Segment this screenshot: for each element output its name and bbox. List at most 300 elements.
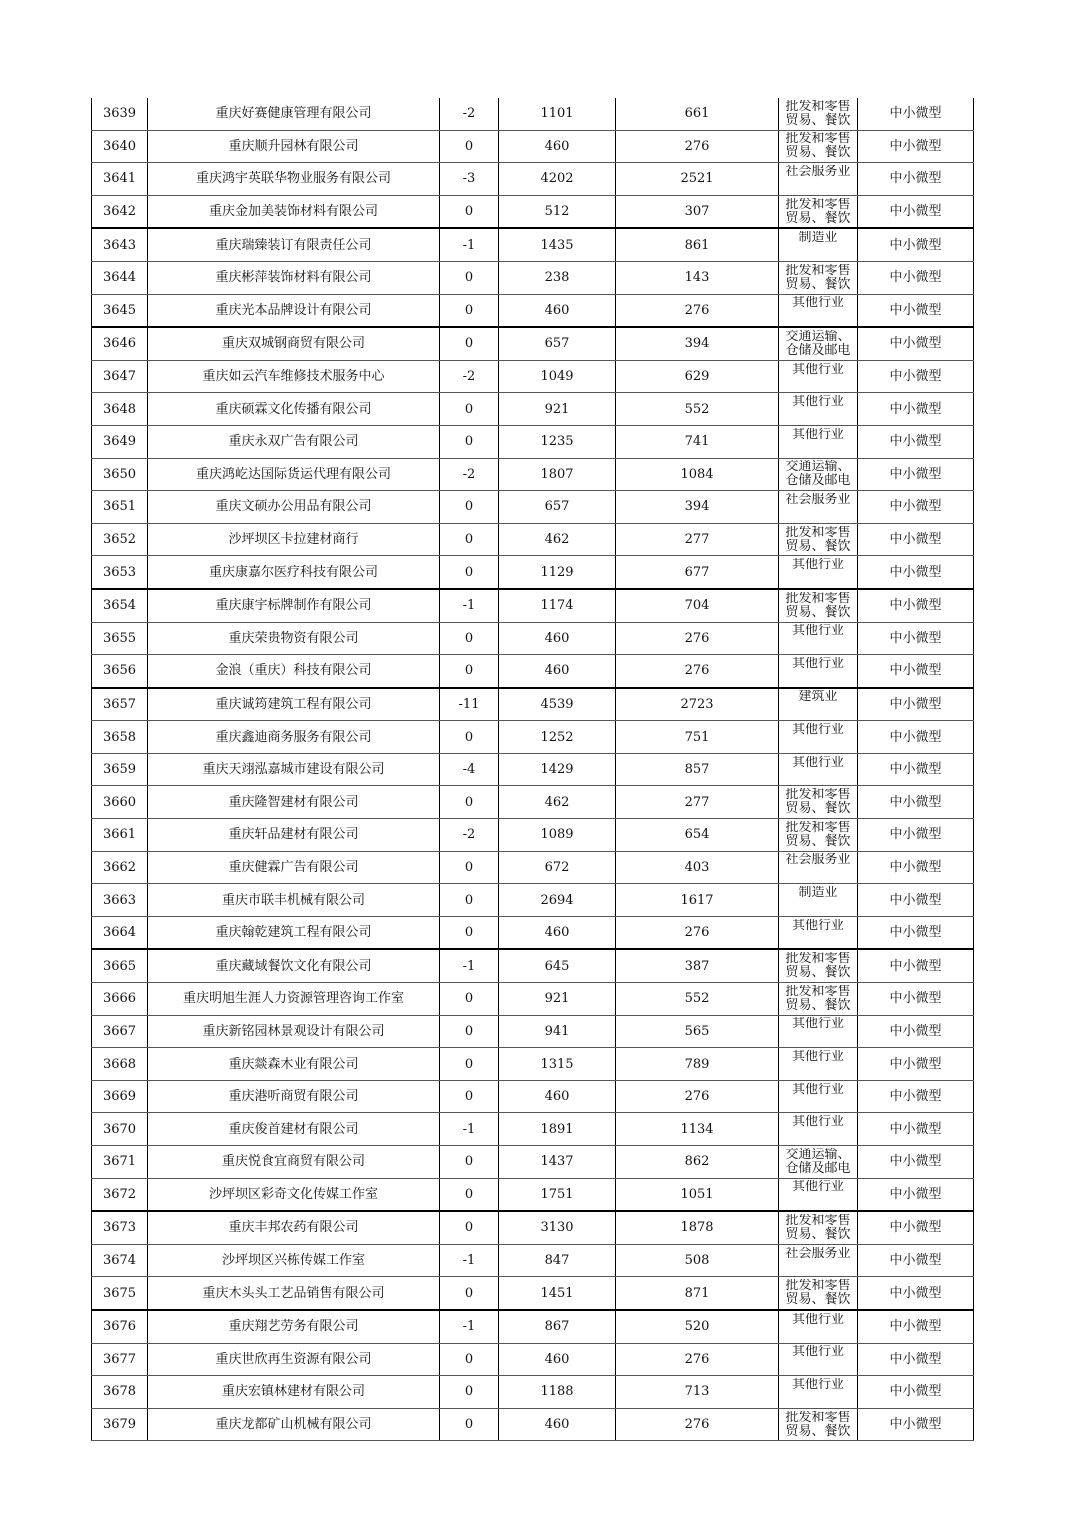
enterprise-size-cell: 中小微型 xyxy=(858,949,974,982)
industry-cell xyxy=(779,393,858,426)
company-name-cell: 重庆顺升园林有限公司 xyxy=(148,130,440,163)
enterprise-size-cell: 中小微型 xyxy=(858,425,974,458)
row-number-cell: 3667 xyxy=(92,1015,148,1048)
change-value-cell: 0 xyxy=(440,1178,499,1211)
industry-label: 批发和零售贸易、餐饮 xyxy=(785,525,851,554)
table-row xyxy=(92,1015,974,1048)
change-value-cell: 0 xyxy=(440,1211,499,1244)
row-number-cell: 3676 xyxy=(92,1310,148,1343)
enterprise-size-cell: 中小微型 xyxy=(858,1310,974,1343)
table-row xyxy=(92,589,974,622)
company-name-cell: 重庆宏镇林建材有限公司 xyxy=(148,1376,440,1409)
enterprise-size-cell: 中小微型 xyxy=(858,1178,974,1211)
row-number-cell: 3665 xyxy=(92,949,148,982)
value-b-cell: 238 xyxy=(499,261,616,294)
industry-cell xyxy=(779,458,858,491)
value-c-cell: 403 xyxy=(616,851,779,884)
value-c-cell: 741 xyxy=(616,425,779,458)
row-number-cell: 3663 xyxy=(92,884,148,917)
row-number-cell: 3648 xyxy=(92,393,148,426)
industry-cell xyxy=(779,884,858,917)
row-number-cell: 3662 xyxy=(92,851,148,884)
industry-label: 制造业 xyxy=(798,231,838,246)
change-value-cell: 0 xyxy=(440,1015,499,1048)
enterprise-size-cell: 中小微型 xyxy=(858,819,974,852)
table-row xyxy=(92,753,974,786)
industry-label: 批发和零售贸易、餐饮 xyxy=(785,263,851,292)
value-c-cell: 276 xyxy=(616,1343,779,1376)
industry-cell xyxy=(779,491,858,524)
enterprise-size-cell: 中小微型 xyxy=(858,753,974,786)
row-number-cell: 3664 xyxy=(92,916,148,949)
industry-cell xyxy=(779,819,858,852)
value-c-cell: 276 xyxy=(616,294,779,327)
row-number-cell: 3672 xyxy=(92,1178,148,1211)
table-row xyxy=(92,819,974,852)
value-c-cell: 1617 xyxy=(616,884,779,917)
company-name-cell: 重庆康嘉尔医疗科技有限公司 xyxy=(148,556,440,589)
value-c-cell: 394 xyxy=(616,327,779,360)
industry-label: 批发和零售贸易、餐饮 xyxy=(785,984,851,1013)
enterprise-size-cell: 中小微型 xyxy=(858,491,974,524)
company-name-cell: 沙坪坝区兴栋传媒工作室 xyxy=(148,1244,440,1277)
value-b-cell: 867 xyxy=(499,1310,616,1343)
change-value-cell: 0 xyxy=(440,1408,499,1441)
enterprise-size-cell: 中小微型 xyxy=(858,1211,974,1244)
company-name-cell: 重庆诚筠建筑工程有限公司 xyxy=(148,688,440,721)
value-b-cell: 1451 xyxy=(499,1277,616,1310)
value-c-cell: 520 xyxy=(616,1310,779,1343)
value-b-cell: 460 xyxy=(499,655,616,688)
table-row xyxy=(92,786,974,819)
change-value-cell: 0 xyxy=(440,261,499,294)
company-name-cell: 重庆健霖广告有限公司 xyxy=(148,851,440,884)
industry-cell xyxy=(779,1015,858,1048)
change-value-cell: 0 xyxy=(440,1048,499,1081)
industry-label: 批发和零售贸易、餐饮 xyxy=(785,952,851,981)
value-b-cell: 645 xyxy=(499,949,616,982)
enterprise-size-cell: 中小微型 xyxy=(858,916,974,949)
change-value-cell: -2 xyxy=(440,458,499,491)
industry-label: 其他行业 xyxy=(791,1377,844,1392)
table-row xyxy=(92,130,974,163)
row-number-cell: 3653 xyxy=(92,556,148,589)
industry-cell xyxy=(779,130,858,163)
table-row xyxy=(92,195,974,228)
value-c-cell: 565 xyxy=(616,1015,779,1048)
value-b-cell: 1807 xyxy=(499,458,616,491)
row-number-cell: 3661 xyxy=(92,819,148,852)
industry-label: 其他行业 xyxy=(791,656,844,671)
value-c-cell: 629 xyxy=(616,360,779,393)
table-row xyxy=(92,360,974,393)
change-value-cell: 0 xyxy=(440,425,499,458)
change-value-cell: -3 xyxy=(440,163,499,196)
change-value-cell: 0 xyxy=(440,1277,499,1310)
company-name-cell: 重庆明旭生涯人力资源管理咨询工作室 xyxy=(148,983,440,1016)
value-b-cell: 460 xyxy=(499,916,616,949)
industry-cell xyxy=(779,949,858,982)
table-body xyxy=(92,98,974,1441)
industry-label: 其他行业 xyxy=(791,558,844,573)
industry-cell xyxy=(779,1048,858,1081)
table-row xyxy=(92,491,974,524)
enterprise-size-cell: 中小微型 xyxy=(858,589,974,622)
value-c-cell: 751 xyxy=(616,721,779,754)
enterprise-size-cell: 中小微型 xyxy=(858,851,974,884)
change-value-cell: 0 xyxy=(440,622,499,655)
value-c-cell: 704 xyxy=(616,589,779,622)
value-c-cell: 713 xyxy=(616,1376,779,1409)
industry-cell xyxy=(779,195,858,228)
value-c-cell: 508 xyxy=(616,1244,779,1277)
table-row xyxy=(92,983,974,1016)
enterprise-size-cell: 中小微型 xyxy=(858,1048,974,1081)
enterprise-size-cell: 中小微型 xyxy=(858,1244,974,1277)
table-row xyxy=(92,1408,974,1441)
industry-cell xyxy=(779,589,858,622)
industry-cell xyxy=(779,1080,858,1113)
industry-cell xyxy=(779,1113,858,1146)
table-row xyxy=(92,1277,974,1310)
industry-label: 其他行业 xyxy=(791,362,844,377)
value-c-cell: 394 xyxy=(616,491,779,524)
enterprise-table xyxy=(91,98,974,1441)
industry-label: 批发和零售贸易、餐饮 xyxy=(785,99,851,128)
industry-cell xyxy=(779,523,858,556)
industry-label: 批发和零售贸易、餐饮 xyxy=(785,132,851,161)
value-c-cell: 1134 xyxy=(616,1113,779,1146)
value-b-cell: 1174 xyxy=(499,589,616,622)
table-row xyxy=(92,721,974,754)
value-c-cell: 552 xyxy=(616,983,779,1016)
value-b-cell: 462 xyxy=(499,786,616,819)
table-row xyxy=(92,1244,974,1277)
industry-label: 其他行业 xyxy=(791,723,844,738)
industry-cell xyxy=(779,1146,858,1179)
industry-label: 其他行业 xyxy=(791,918,844,933)
company-name-cell: 重庆彬萍装饰材料有限公司 xyxy=(148,261,440,294)
change-value-cell: 0 xyxy=(440,523,499,556)
value-c-cell: 307 xyxy=(616,195,779,228)
enterprise-size-cell: 中小微型 xyxy=(858,983,974,1016)
enterprise-size-cell: 中小微型 xyxy=(858,327,974,360)
value-b-cell: 921 xyxy=(499,983,616,1016)
change-value-cell: 0 xyxy=(440,195,499,228)
company-name-cell: 沙坪坝区彩奇文化传媒工作室 xyxy=(148,1178,440,1211)
company-name-cell: 重庆世欣再生资源有限公司 xyxy=(148,1343,440,1376)
company-name-cell: 重庆龙都矿山机械有限公司 xyxy=(148,1408,440,1441)
industry-cell xyxy=(779,163,858,196)
row-number-cell: 3660 xyxy=(92,786,148,819)
value-b-cell: 3130 xyxy=(499,1211,616,1244)
company-name-cell: 重庆翰乾建筑工程有限公司 xyxy=(148,916,440,949)
enterprise-size-cell: 中小微型 xyxy=(858,261,974,294)
value-b-cell: 657 xyxy=(499,491,616,524)
industry-label: 其他行业 xyxy=(791,1082,844,1097)
company-name-cell: 重庆燚森木业有限公司 xyxy=(148,1048,440,1081)
row-number-cell: 3658 xyxy=(92,721,148,754)
row-number-cell: 3679 xyxy=(92,1408,148,1441)
enterprise-size-cell: 中小微型 xyxy=(858,622,974,655)
industry-cell xyxy=(779,228,858,261)
industry-cell xyxy=(779,1343,858,1376)
industry-cell xyxy=(779,1376,858,1409)
change-value-cell: 0 xyxy=(440,130,499,163)
table-row xyxy=(92,228,974,261)
industry-cell xyxy=(779,1178,858,1211)
value-b-cell: 460 xyxy=(499,130,616,163)
table-row xyxy=(92,1080,974,1113)
enterprise-size-cell: 中小微型 xyxy=(858,786,974,819)
industry-label: 其他行业 xyxy=(791,395,844,410)
change-value-cell: -2 xyxy=(440,98,499,130)
value-b-cell: 1101 xyxy=(499,98,616,130)
change-value-cell: -1 xyxy=(440,1113,499,1146)
enterprise-size-cell: 中小微型 xyxy=(858,1408,974,1441)
row-number-cell: 3673 xyxy=(92,1211,148,1244)
industry-cell xyxy=(779,1244,858,1277)
enterprise-size-cell: 中小微型 xyxy=(858,1113,974,1146)
industry-label: 社会服务业 xyxy=(785,164,851,179)
enterprise-size-cell: 中小微型 xyxy=(858,1015,974,1048)
value-b-cell: 4539 xyxy=(499,688,616,721)
industry-cell xyxy=(779,983,858,1016)
value-b-cell: 941 xyxy=(499,1015,616,1048)
value-c-cell: 661 xyxy=(616,98,779,130)
row-number-cell: 3650 xyxy=(92,458,148,491)
enterprise-size-cell: 中小微型 xyxy=(858,884,974,917)
value-b-cell: 1751 xyxy=(499,1178,616,1211)
value-c-cell: 276 xyxy=(616,130,779,163)
row-number-cell: 3639 xyxy=(92,98,148,130)
value-c-cell: 276 xyxy=(616,622,779,655)
value-b-cell: 2694 xyxy=(499,884,616,917)
table-row xyxy=(92,916,974,949)
value-c-cell: 1878 xyxy=(616,1211,779,1244)
enterprise-size-cell: 中小微型 xyxy=(858,393,974,426)
company-name-cell: 重庆新铭园林景观设计有限公司 xyxy=(148,1015,440,1048)
enterprise-size-cell: 中小微型 xyxy=(858,721,974,754)
row-number-cell: 3677 xyxy=(92,1343,148,1376)
industry-label: 制造业 xyxy=(798,886,838,901)
table-row xyxy=(92,458,974,491)
change-value-cell: 0 xyxy=(440,1376,499,1409)
value-b-cell: 1089 xyxy=(499,819,616,852)
enterprise-size-cell: 中小微型 xyxy=(858,1277,974,1310)
row-number-cell: 3671 xyxy=(92,1146,148,1179)
industry-cell xyxy=(779,98,858,130)
company-name-cell: 重庆康宇标牌制作有限公司 xyxy=(148,589,440,622)
table-row xyxy=(92,523,974,556)
industry-cell xyxy=(779,721,858,754)
table-row xyxy=(92,261,974,294)
change-value-cell: -1 xyxy=(440,949,499,982)
enterprise-size-cell: 中小微型 xyxy=(858,195,974,228)
change-value-cell: -1 xyxy=(440,1244,499,1277)
company-name-cell: 重庆荣贵物资有限公司 xyxy=(148,622,440,655)
company-name-cell: 重庆好赛健康管理有限公司 xyxy=(148,98,440,130)
row-number-cell: 3675 xyxy=(92,1277,148,1310)
change-value-cell: 0 xyxy=(440,491,499,524)
value-c-cell: 654 xyxy=(616,819,779,852)
table-row xyxy=(92,327,974,360)
company-name-cell: 重庆双城钢商贸有限公司 xyxy=(148,327,440,360)
change-value-cell: 0 xyxy=(440,1080,499,1113)
value-b-cell: 847 xyxy=(499,1244,616,1277)
company-name-cell: 重庆硕霖文化传播有限公司 xyxy=(148,393,440,426)
row-number-cell: 3647 xyxy=(92,360,148,393)
company-name-cell: 金浪（重庆）科技有限公司 xyxy=(148,655,440,688)
industry-label: 批发和零售贸易、餐饮 xyxy=(785,1410,851,1439)
change-value-cell: 0 xyxy=(440,1146,499,1179)
industry-label: 其他行业 xyxy=(791,296,844,311)
change-value-cell: 0 xyxy=(440,1343,499,1376)
value-b-cell: 1891 xyxy=(499,1113,616,1146)
industry-cell xyxy=(779,294,858,327)
value-c-cell: 276 xyxy=(616,1408,779,1441)
row-number-cell: 3642 xyxy=(92,195,148,228)
industry-cell xyxy=(779,688,858,721)
table-row xyxy=(92,1178,974,1211)
row-number-cell: 3640 xyxy=(92,130,148,163)
enterprise-size-cell: 中小微型 xyxy=(858,655,974,688)
company-name-cell: 重庆翔艺劳务有限公司 xyxy=(148,1310,440,1343)
industry-label: 批发和零售贸易、餐饮 xyxy=(785,591,851,620)
value-c-cell: 387 xyxy=(616,949,779,982)
value-b-cell: 672 xyxy=(499,851,616,884)
table-row xyxy=(92,884,974,917)
row-number-cell: 3645 xyxy=(92,294,148,327)
industry-cell xyxy=(779,425,858,458)
table-row xyxy=(92,98,974,130)
company-name-cell: 重庆市联丰机械有限公司 xyxy=(148,884,440,917)
change-value-cell: -1 xyxy=(440,228,499,261)
industry-label: 其他行业 xyxy=(791,1180,844,1195)
enterprise-size-cell: 中小微型 xyxy=(858,360,974,393)
industry-label: 其他行业 xyxy=(791,1345,844,1360)
row-number-cell: 3641 xyxy=(92,163,148,196)
industry-label: 社会服务业 xyxy=(785,853,851,868)
enterprise-size-cell: 中小微型 xyxy=(858,130,974,163)
value-b-cell: 460 xyxy=(499,294,616,327)
industry-label: 批发和零售贸易、餐饮 xyxy=(785,197,851,226)
value-c-cell: 276 xyxy=(616,1080,779,1113)
industry-cell xyxy=(779,327,858,360)
row-number-cell: 3670 xyxy=(92,1113,148,1146)
table-row xyxy=(92,1146,974,1179)
enterprise-size-cell: 中小微型 xyxy=(858,523,974,556)
value-b-cell: 1049 xyxy=(499,360,616,393)
value-b-cell: 1315 xyxy=(499,1048,616,1081)
table-row xyxy=(92,655,974,688)
change-value-cell: 0 xyxy=(440,786,499,819)
row-number-cell: 3678 xyxy=(92,1376,148,1409)
row-number-cell: 3668 xyxy=(92,1048,148,1081)
change-value-cell: 0 xyxy=(440,983,499,1016)
industry-cell xyxy=(779,622,858,655)
company-name-cell: 重庆文硕办公用品有限公司 xyxy=(148,491,440,524)
row-number-cell: 3654 xyxy=(92,589,148,622)
company-name-cell: 重庆港听商贸有限公司 xyxy=(148,1080,440,1113)
table-row xyxy=(92,1048,974,1081)
enterprise-size-cell: 中小微型 xyxy=(858,228,974,261)
company-name-cell: 沙坪坝区卡拉建材商行 xyxy=(148,523,440,556)
industry-cell xyxy=(779,786,858,819)
change-value-cell: 0 xyxy=(440,851,499,884)
industry-label: 社会服务业 xyxy=(785,1246,851,1261)
industry-cell xyxy=(779,1310,858,1343)
company-name-cell: 重庆鸿屹达国际货运代理有限公司 xyxy=(148,458,440,491)
change-value-cell: 0 xyxy=(440,393,499,426)
enterprise-size-cell: 中小微型 xyxy=(858,1343,974,1376)
value-c-cell: 862 xyxy=(616,1146,779,1179)
value-c-cell: 677 xyxy=(616,556,779,589)
value-c-cell: 277 xyxy=(616,523,779,556)
value-c-cell: 1084 xyxy=(616,458,779,491)
industry-cell xyxy=(779,1277,858,1310)
industry-cell xyxy=(779,1211,858,1244)
value-c-cell: 871 xyxy=(616,1277,779,1310)
company-name-cell: 重庆轩品建材有限公司 xyxy=(148,819,440,852)
company-name-cell: 重庆天翊泓嘉城市建设有限公司 xyxy=(148,753,440,786)
change-value-cell: -1 xyxy=(440,1310,499,1343)
industry-label: 建筑业 xyxy=(798,690,838,705)
row-number-cell: 3656 xyxy=(92,655,148,688)
industry-cell xyxy=(779,655,858,688)
industry-label: 其他行业 xyxy=(791,1312,844,1327)
value-c-cell: 276 xyxy=(616,916,779,949)
change-value-cell: 0 xyxy=(440,327,499,360)
company-name-cell: 重庆瑞臻装订有限责任公司 xyxy=(148,228,440,261)
enterprise-size-cell: 中小微型 xyxy=(858,556,974,589)
value-c-cell: 1051 xyxy=(616,1178,779,1211)
change-value-cell: -1 xyxy=(440,589,499,622)
table-row xyxy=(92,688,974,721)
value-b-cell: 1129 xyxy=(499,556,616,589)
value-b-cell: 460 xyxy=(499,1408,616,1441)
change-value-cell: 0 xyxy=(440,294,499,327)
change-value-cell: -4 xyxy=(440,753,499,786)
table-row xyxy=(92,949,974,982)
value-b-cell: 1435 xyxy=(499,228,616,261)
row-number-cell: 3659 xyxy=(92,753,148,786)
value-b-cell: 460 xyxy=(499,1080,616,1113)
industry-label: 其他行业 xyxy=(791,624,844,639)
company-name-cell: 重庆木头头工艺品销售有限公司 xyxy=(148,1277,440,1310)
industry-label: 其他行业 xyxy=(791,1017,844,1032)
value-c-cell: 2521 xyxy=(616,163,779,196)
industry-label: 交通运输、仓储及邮电 xyxy=(785,329,851,358)
industry-label: 其他行业 xyxy=(791,755,844,770)
row-number-cell: 3669 xyxy=(92,1080,148,1113)
enterprise-size-cell: 中小微型 xyxy=(858,1376,974,1409)
row-number-cell: 3646 xyxy=(92,327,148,360)
table-row xyxy=(92,1343,974,1376)
value-c-cell: 861 xyxy=(616,228,779,261)
table-row xyxy=(92,294,974,327)
company-name-cell: 重庆金加美装饰材料有限公司 xyxy=(148,195,440,228)
company-name-cell: 重庆光本品牌设计有限公司 xyxy=(148,294,440,327)
industry-label: 交通运输、仓储及邮电 xyxy=(785,460,851,489)
row-number-cell: 3666 xyxy=(92,983,148,1016)
industry-label: 批发和零售贸易、餐饮 xyxy=(785,788,851,817)
change-value-cell: -11 xyxy=(440,688,499,721)
company-name-cell: 重庆隆智建材有限公司 xyxy=(148,786,440,819)
value-b-cell: 1188 xyxy=(499,1376,616,1409)
company-name-cell: 重庆丰邦农药有限公司 xyxy=(148,1211,440,1244)
company-name-cell: 重庆悦食宜商贸有限公司 xyxy=(148,1146,440,1179)
